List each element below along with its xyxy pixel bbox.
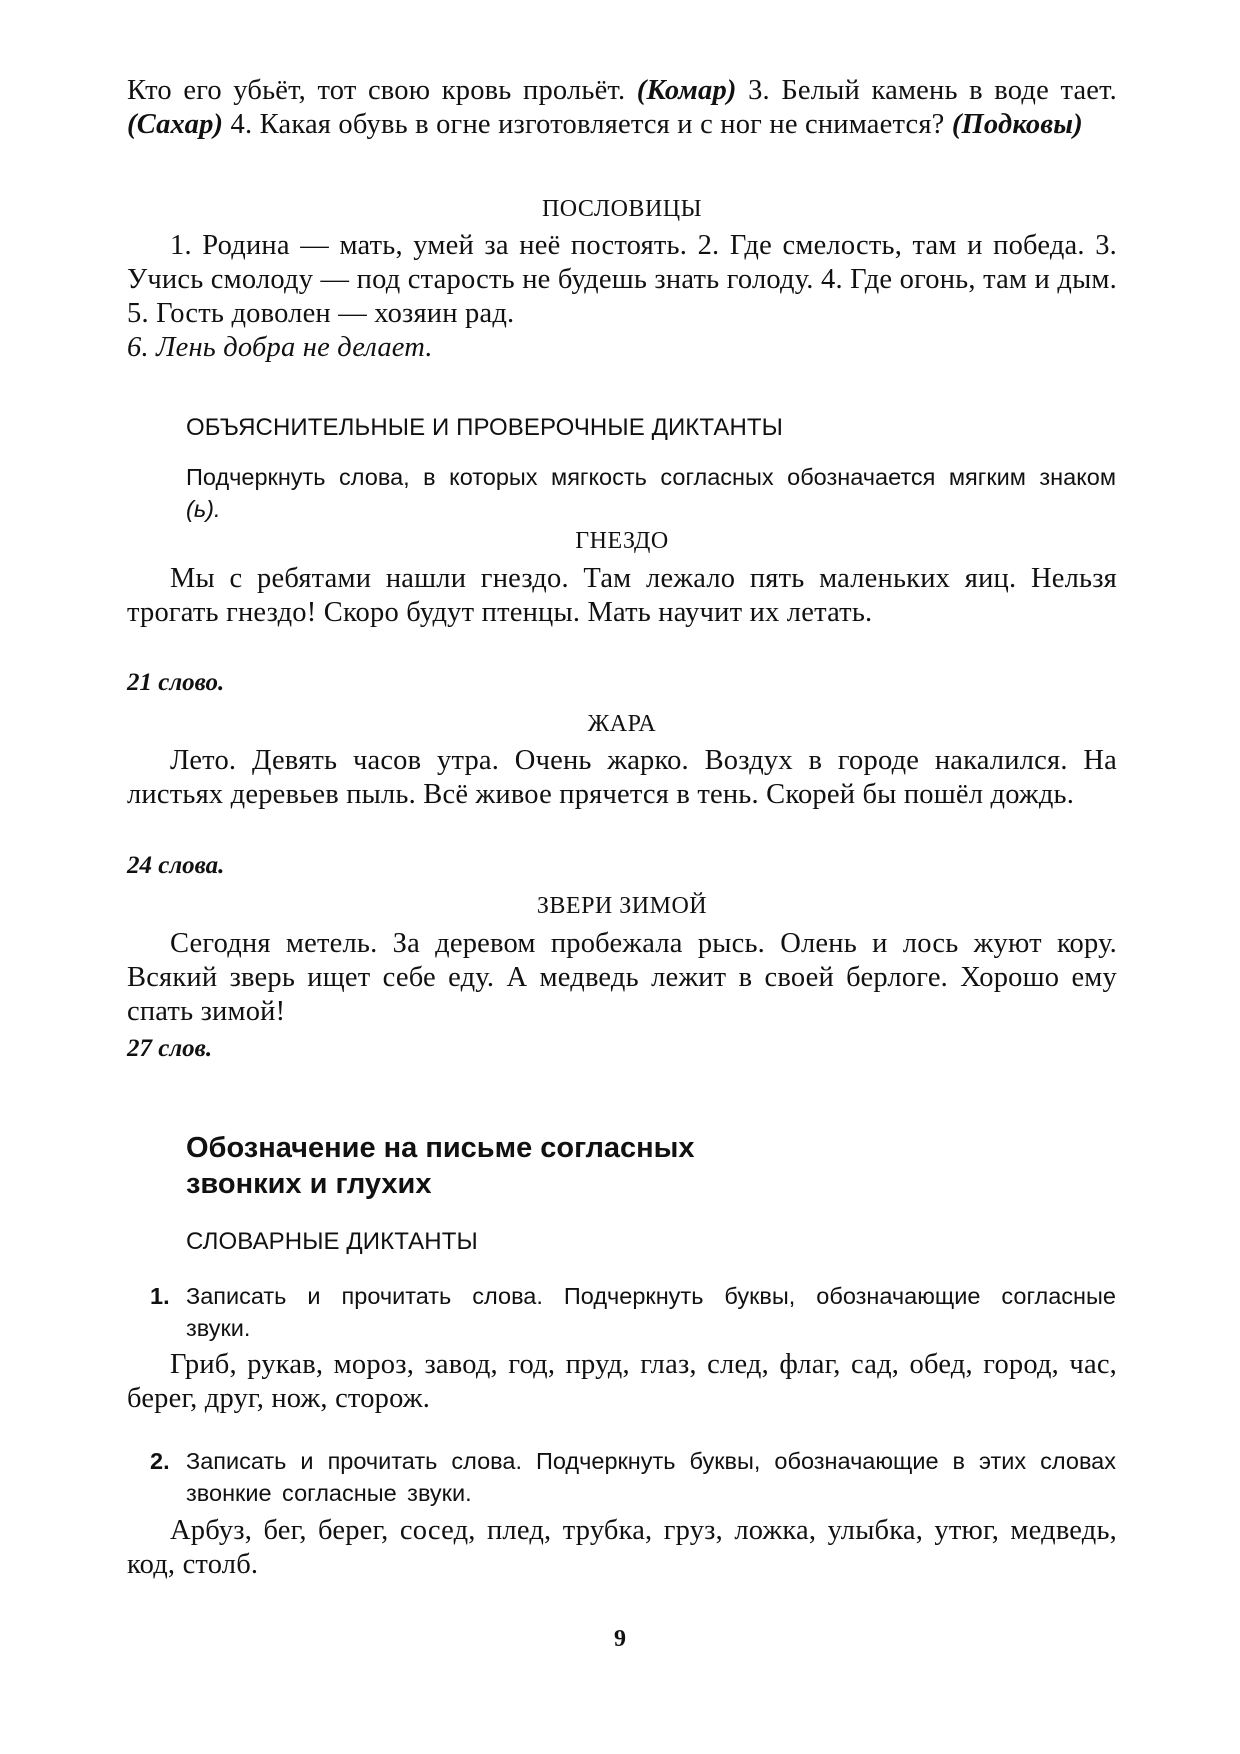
dictation-text: Мы с ребятами нашли гнездо. Там лежало пять маленьких яиц. Нельзя трогать гнездо! Скоро будут птенцы. Мать научит их летать. [127, 563, 1117, 628]
riddles-text [127, 74, 1117, 142]
subsection-heading: СЛОВАРНЫЕ ДИКТАНТЫ [186, 1228, 478, 1255]
word-count: 27 слов. [127, 1035, 213, 1062]
riddles-continuation [127, 74, 1117, 142]
page-number: 9 [614, 1626, 626, 1652]
riddle-answer: (Комар) [636, 75, 737, 106]
dictation-title: ЗВЕРИ ЗИМОЙ [536, 893, 708, 919]
word-count: 21 слово. [127, 669, 225, 696]
proverbs-text [127, 229, 1117, 331]
proverbs-title: ПОСЛОВИЦЫ [541, 196, 703, 222]
exercise-number: 1. [150, 1283, 170, 1309]
word-count: 24 слова. [127, 852, 225, 879]
chapter-title-line: Обозначение на письме согласных [186, 1132, 695, 1164]
exercise-number: 2. [150, 1448, 170, 1474]
instruction-text: Подчеркнуть слова, в которых мягкость согласных обозначается мягким знаком [186, 464, 1116, 490]
exercise-instruction: Записать и прочитать слова. Подчеркнуть буквы, обозначающие в этих словах звонкие согласные звуки. [186, 1448, 1116, 1506]
dictation-title: ГНЕЗДО [575, 528, 669, 554]
dictation-text: Сегодня метель. За деревом пробежала рысь. Олень и лось жуют кору. Всякий зверь ищет себе еду. А медведь лежит в своей берлоге. Хорошо ему спать зимой! [127, 928, 1117, 1027]
exercise [150, 1445, 1116, 1509]
riddle-text: 4. Какая обувь в огне изготовляется и с ног не снимается? [223, 109, 952, 140]
proverbs-body: 1. Родина — мать, умей за неё постоять. 2. Где смелость, там и победа. 3. Учись смолоду — под старость не будешь знать голоду. 4. Где огонь, там и дым. 5. Гость доволен — хозяин рад. [127, 230, 1117, 329]
riddle-answer: (Сахар) [127, 109, 224, 140]
exercise-words: Гриб, рукав, мороз, завод, год, пруд, глаз, след, флаг, сад, обед, город, час, берег, друг, нож, сторож. [127, 1349, 1117, 1414]
chapter-title [186, 1130, 1176, 1202]
riddle-text: 3. Белый камень в воде тает. [736, 75, 1117, 106]
soft-sign-mark: (ь). [186, 496, 221, 522]
dictation-text: Лето. Девять часов утра. Очень жарко. Воздух в городе накалился. На листьях деревьев пыль. Всё живое прячется в тень. Скорей бы пошёл дождь. [127, 745, 1117, 810]
riddle-text: Кто его убьёт, тот свою кровь прольёт. [127, 75, 637, 106]
section-heading: ОБЪЯСНИТЕЛЬНЫЕ И ПРОВЕРОЧНЫЕ ДИКТАНТЫ [186, 414, 783, 441]
chapter-title-line: звонких и глухих [186, 1168, 432, 1200]
dictation-title: ЖАРА [587, 711, 657, 737]
exercise [150, 1280, 1116, 1344]
section-instruction [186, 461, 1116, 525]
exercise-instruction: Записать и прочитать слова. Подчеркнуть буквы, обозначающие согласные звуки. [186, 1283, 1116, 1341]
exercise-words: Арбуз, бег, берег, сосед, плед, трубка, груз, ложка, улыбка, утюг, медведь, код, столб. [127, 1515, 1117, 1580]
proverb-last: 6. Лень добра не делает. [127, 332, 433, 363]
riddle-answer: (Подковы) [951, 109, 1083, 140]
